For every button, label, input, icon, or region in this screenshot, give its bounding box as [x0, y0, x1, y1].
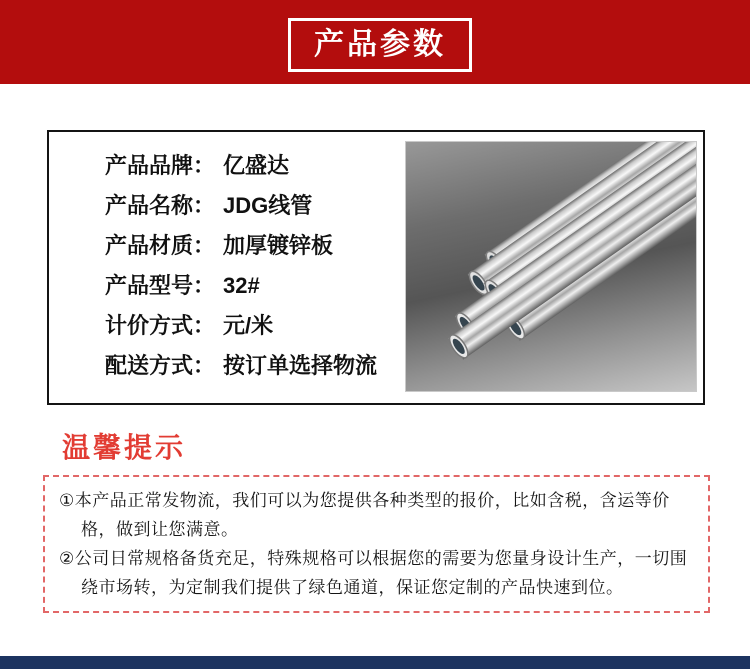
- spec-value: 按订单选择物流: [223, 353, 378, 378]
- spec-value: 加厚镀锌板: [223, 233, 334, 258]
- spec-label: 产品品牌：: [105, 153, 216, 178]
- tip-item-2: ②公司日常规格备货充足，特殊规格可以根据您的需要为您量身设计生产，一切围绕市场转，为定制我们提供了绿色通道，保证您定制的产品快速到位。: [59, 549, 688, 597]
- spec-row-pricing: [105, 306, 377, 346]
- spec-value: JDG线管: [223, 193, 313, 218]
- spec-value: 元/米: [223, 313, 274, 338]
- banner: [0, 0, 750, 84]
- spec-row-brand: [105, 146, 377, 186]
- spec-row-model: [105, 266, 377, 306]
- spec-row-delivery: [105, 346, 377, 386]
- section-title-box: [288, 18, 472, 72]
- spec-row-material: [105, 226, 377, 266]
- spec-value: 亿盛达: [223, 153, 290, 178]
- galvanized-pipes-illustration: [406, 142, 696, 391]
- spec-value: 32#: [223, 273, 260, 298]
- footer-divider-bar: [0, 656, 750, 669]
- tip-item-1: ①本产品正常发物流，我们可以为您提供各种类型的报价，比如含税，含运等价格，做到让您满意。: [59, 491, 670, 539]
- spec-label: 计价方式：: [105, 313, 216, 338]
- section-title: 产品参数: [314, 28, 446, 61]
- spec-label: 产品名称：: [105, 193, 216, 218]
- spec-row-name: [105, 186, 377, 226]
- spec-list: [105, 146, 377, 386]
- product-photo: [405, 141, 697, 392]
- spec-label: 产品材质：: [105, 233, 216, 258]
- spec-label: 产品型号：: [105, 273, 216, 298]
- spec-label: 配送方式：: [105, 353, 216, 378]
- tips-box: [43, 475, 710, 613]
- tips-title: 温馨提示: [62, 432, 187, 463]
